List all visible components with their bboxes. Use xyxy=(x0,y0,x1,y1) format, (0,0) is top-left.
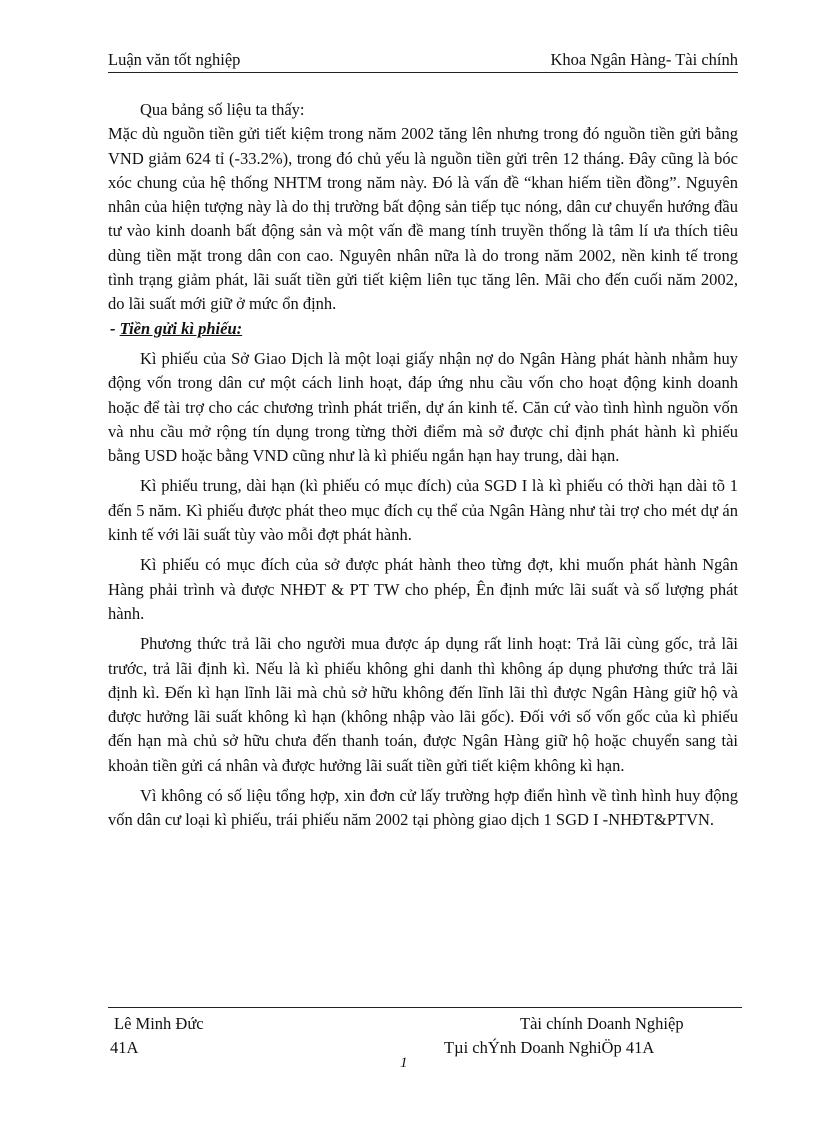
paragraph-2: Kì phiếu của Sở Giao Dịch là một loại giấy nhận nợ do Ngân Hàng phát hành nhằm huy động vốn trong dân cư một cách linh hoạt, đáp ứng nhu cầu vốn cho hoạt động kinh doanh hoặc để tài trợ cho các chương trình phát triển, dự án kinh tế. Căn cứ vào tình hình nguồn vốn và nhu cầu mở rộng tín dụng trong từng thời điểm mà sở được chỉ định phát hành kì phiếu bằng USD hoặc bằng VND cũng như là kì phiếu ngắn hạn hay trung, dài hạn. xyxy=(108,348,738,466)
author-name: Lê Minh Đức xyxy=(114,1014,204,1033)
paragraph-4: Kì phiếu có mục đích của sở được phát hành theo từng đợt, khi muốn phát hành Ngân Hàng phải trình và được NHĐT & PT TW cho phép, Ên định mức lãi suất và số lượng phát hành. xyxy=(108,555,738,623)
intro-line: Qua bảng số liệu ta thấy: xyxy=(140,100,305,119)
header-title: Luận văn tốt nghiệp xyxy=(108,50,241,69)
heading-text: Tiền gửi kì phiếu: xyxy=(119,318,243,338)
paragraph-5: Phương thức trả lãi cho người mua được áp dụng rất linh hoạt: Trả lãi cùng gốc, trả lãi trước, trả lãi định kì. Nếu là kì phiếu không ghi danh thì không áp dụng phương thức trả lãi định kì. Đến kì hạn lĩnh lãi mà chủ sở hữu không đến lĩnh lãi thì được Ngân Hàng giữ hộ và được hưởng lãi suất không kì hạn (không nhập vào lãi gốc). Đối với số vốn gốc của kì phiếu đến hạn mà chủ sở hữu chưa đến thanh toán, được Ngân Hàng giữ hộ hoặc chuyển sang tài khoản tiền gửi cá nhân và được hưởng lãi suất tiền gửi tiết kiệm không kì hạn. xyxy=(108,634,738,775)
page-number: 1 xyxy=(400,1055,408,1071)
paragraph-3: Kì phiếu trung, dài hạn (kì phiếu có mục đích) của SGD I là kì phiếu có thời hạn dài tõ 1 đến 5 năm. Kì phiếu được phát theo mục đích cụ thể của Ngân Hàng như tài trợ cho mét dự án kinh tế với lãi suất tùy vào mỗi đợt phát hành. xyxy=(108,476,738,545)
paragraph-1: Mặc dù nguồn tiền gửi tiết kiệm trong năm 2002 tăng lên nhưng trong đó nguồn tiền gửi bằng VND giảm 624 tỉ (-33.2%), trong đó chủ yếu là nguồn tiền gửi trên 12 tháng. Đây cũng là bóc xóc chung của hệ thống NHTM trong năm này. Đó là vấn đề “khan hiếm tiền đồng”. Nguyên nhân của hiện tượng này là do thị trường bất động sản tiếp tục nóng, dân cư chuyển hướng đầu tư vào kinh doanh bất động sản và một vấn đề mang tính truyền thống là tâm lí ưa thích tiêu dùng tiền mặt trong dân con cao. Nguyên nhân nữa là do trong năm 2002, nền kinh tế trong tình trạng giảm phát, lãi suất tiền gửi tiết kiệm liên tục tăng lên. Mãi cho đến cuối năm 2002, do lãi suất mới giữ ở mức ổn định. xyxy=(108,124,738,314)
footer-department: Tài chính Doanh Nghiệp xyxy=(520,1014,684,1033)
page-header xyxy=(108,50,738,73)
header-department: Khoa Ngân Hàng- Tài chính xyxy=(550,50,738,69)
section-heading xyxy=(108,317,738,341)
heading-prefix: - xyxy=(110,318,120,338)
page-body xyxy=(108,98,738,833)
footer-department-encoded: Tµi chÝnh Doanh NghiÖp 41A xyxy=(444,1038,655,1057)
paragraph-6: Vì không có số liệu tổng hợp, xin đơn cử lấy trường hợp điển hình về tình hình huy động vốn dân cư loại kì phiếu, trái phiếu năm 2002 tại phòng giao dịch 1 SGD I -NHĐT&PTVN. xyxy=(108,786,738,830)
author-class: 41A xyxy=(110,1038,139,1057)
footer-divider xyxy=(108,1007,742,1008)
